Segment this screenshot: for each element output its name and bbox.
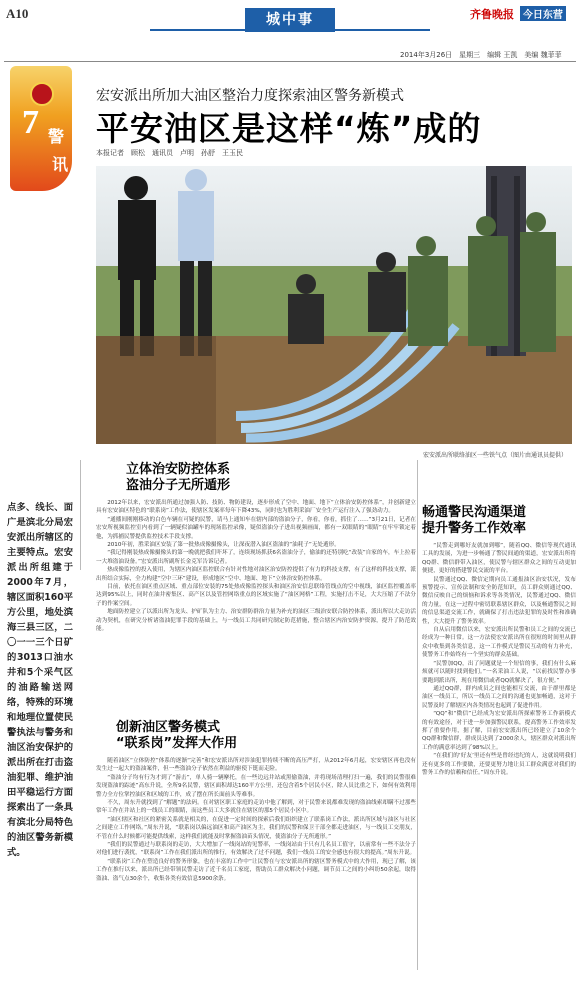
article-byline: 本报记者 顾松 通讯员 卢明 孙舒 王玉民 xyxy=(96,149,243,157)
section-2-paragraph: “油区辖区和社区的紧密关系就是相关的，在促进一定时间的探索后我们组织建立了联系岗工作法，派出所区域与油区与社区之间建立工作网络。”周东升说，“联系岗以偏远油区和高产油区为主，我们的民警和保卫干部全都走进油区，与一线员工交朋友，不管在什么时候都可能提供线索，这样我们就能及时掌握盗油苗头情况，使盗油分子无所遁形。” xyxy=(96,816,416,840)
paper-name: 齐鲁晚报 xyxy=(470,8,514,21)
badge-text-2: 讯 xyxy=(52,155,69,174)
section-3-title-1: 畅通警民沟通渠道 xyxy=(422,505,527,520)
article-kicker: 宏安派出所加大油区整治力度探索油区警务新模式 xyxy=(96,88,404,104)
section-3-title-2: 提升警务工作效率 xyxy=(422,521,527,536)
masthead xyxy=(470,6,566,22)
column-rule xyxy=(417,460,418,970)
section-3-paragraph: 民警通过QQ、微信定期向员工通报油区治安状况，发布预警提示、宣传法制和安全防范知识，员工群众则通过QQ、微信反映自己的烦恼和诉求等各类情况，民警通过QQ、微信的力量，在这一过程中密切联系辖区群众，以及畅通警民之间的信息渠道交流工作，就确保了打击违法犯罪的及时性和准确性，大大提升了警务效率。 xyxy=(422,576,576,625)
left-column-rule xyxy=(80,460,81,570)
paper-sub: 今日东营 xyxy=(520,6,566,21)
section-3-paragraph: “民警加QQ，出了问题就是一个短信的事，我们有什么麻烦就可以随时找到他们。”一名采油工人说，“以前找民警办事要跑到派出所，现在用微信或者QQ就解决了，很方便。” xyxy=(422,660,576,684)
section-3-paragraph: “在我们的‘好友’里还有些是曾经违纪的人，这就说明我们还有更多的工作要做，还要更努力地让员工群众满意对我们的警务工作的信赖和信任。”周东升说。 xyxy=(422,753,576,776)
section-2-paragraph: 不久，周东升就找到了“解题”的法码。在对辖区职工家庭的走访中他了解到，对于民警来说都难发现的盗油线索却瞒不过那些常年工作在井站上的一线员工的眼睛，而这些员工大多就住在辖区的那5个居民小区中。 xyxy=(96,800,416,815)
photo-illustration xyxy=(96,166,572,444)
page-number: A10 xyxy=(6,6,29,21)
section-3 xyxy=(422,505,576,777)
section-2-title-1: 创新油区警务模式 xyxy=(116,720,221,735)
section-2-title-2: “联系岗”发挥大作用 xyxy=(116,736,238,751)
section-1-paragraph: “通播间刚刚移动的白色车辆在可疑的民警，请马上通知车在辖内部的盗油分子，你看，你看，抓住了……”3月21日，记者在宏安所视频监控室内看到了一辆疑似油罐车的现场监控录像，疑似盗油分子进出视频画面，都有一双眼睛的“眼睛”在牢牢锁定着他，为抓捕民警提供监控技术手段支撑。 xyxy=(96,516,416,540)
article-photo xyxy=(96,166,572,444)
section-1-paragraph: 热成像监控的投入使用，为辖区内油区监控联合有针对性地对油区治安防控提供了有力的科技支撑，有了这样的科技支撑，派出所结合实际，全力构建“空中三环”建设，形成地区“空中、地面、地下”立体治安防控体系。 xyxy=(96,567,416,582)
section-1-title-1: 立体治安防控体系 xyxy=(126,462,231,477)
badge-number: 7 xyxy=(22,104,39,141)
section-3-paragraph: 通过QQ群，群内成员之间也能相互交流，由于群里都是油区一线员工，所以一线员工之间的沟通也更加畅通，这对于民警及时了解辖区内各类情况也起到了促进作用。 xyxy=(422,685,576,709)
lead-paragraph: 点多、线长、面广是滨北分局宏安派出所辖区的主要特点。宏安派出所组建于2000年7月，辖区面积160平方公里，地处滨海三县三区，二〇一一三个日矿的3013口油水井和5个采气区的油路输送网络，特殊的环境和地理位置使民警执法与警务和油区治安保护的派出所在打击盗油犯罪、维护油田平稳运行方面探索出了一条具有滨北分局特色的油区警务新模式。 xyxy=(7,502,73,858)
section-2-paragraph: “我们的民警通过与联系岗的走访，大大增加了一线岗站的见警率，一线岗站由于只有几名员工值守，以前常有一些不法分子对他们进行袭扰，“联系岗”工作在我们派出所的推行，有效解决了过不问题，我们一线员工的安全感也有很大的提高。”周东升说。 xyxy=(96,842,416,857)
section-1-paragraph: 地面防控建立了以派出所为龙头、护矿队为主力、治安群防群治力量为补充的油区三级治安联合防控体系，派出所以大走访活动为契机，在研究分析诸盗油犯罪手段的基础上，与一线员工共同研究制定防范措施，整合辖区内治安防护资源，提升了防范效能。 xyxy=(96,609,416,633)
badge-text-1: 警 xyxy=(48,127,65,146)
section-label: 城中事 xyxy=(245,8,335,32)
section-1 xyxy=(96,462,416,634)
article-headline: 平安油区是这样“炼”成的 xyxy=(96,109,482,148)
header-rule xyxy=(4,61,576,62)
section-2-paragraph: “联系岗”工作在塑造良好的警务形象，也在丰富的工作中“让民警在与宏安派出所的辖区警务模式中的大作用，现已了解，该工作在推行以来，派出所已经带领民警走访了近千名员工家庭，帮助员工群众解决小问题，调节员工之间的小纠纷50余起，取得盗油、盗气点30余个，收集各类有效信息5900余条。 xyxy=(96,858,416,882)
section-2-paragraph: 随着油区“立体防控”体系的逐渐“完善”和宏安派出所对涉油犯罪持续不断的高压严打，从2012年6月起，宏安辖区再也没有发生过一起大的盗油案件，但一些盗油分子依然在利益的驱使下铤而走险。 xyxy=(96,758,416,773)
section-3-paragraph: “民警走到哪好友就加到哪”，随着QQ、微信等现代通讯工具的发展，为进一步畅通了警民间通的渠道，宏安派出所将QQ群、微信群带入油区，使民警与辖区群众之间的互动更加便捷，更好的搭建警民交流的平台。 xyxy=(422,543,576,575)
section-2 xyxy=(96,720,416,883)
section-2-paragraph: “盗油分子均有行为才到了“游击”，单人骑一辆摩托，在一些边远井站或黑偷盗油，并将现场清理打扫一遍，我们的民警很难发现盗油的踪迹”高东升说，全所9名民警，辖区面积却达160平方公里，还包含着5个居民小区，除人员比重之下，如何有效利用警力全方位掌控油区和区域的工作，成了摆在所长面前头等难事。 xyxy=(96,774,416,798)
section-1-paragraph: “我记得刚装热成像摄像头的第一晚就把我们吓坏了，连续现场抓获6名盗油分子，偷油的还特别吃“改装”自家的车，车上拉着一大堆盗油设备。”宏安派出所副所长金克军告诉记者。 xyxy=(96,550,416,565)
section-1-paragraph: 2010年初，胜采油区安装了第一批热成像摄像头，让深夜潜入油区盗油的“油耗子”无处遁形。 xyxy=(107,542,340,549)
section-3-paragraph: “QQ”和“微信”已经成为宏安派出所探索警务工作新模式的有效途径，对于进一步加强警民联系，提高警务工作效率发挥了重要作用，据了解，目前宏安派出所已经建立了10余个QQ群和微信群，群成员达到了2000余人，辖区群众对派出所工作的满意率达到了98%以上。 xyxy=(422,711,576,751)
photo-caption: 宏安派出所联络油区一些铁气点（图片由通讯员提供） xyxy=(423,452,568,459)
section-1-paragraph: 目前，依托在油区重点区域、重点部位安装的75处热成像监控探头和油区治安信息联络管线点的空中视线，油区监控覆盖率达到95%以上，同时在油井密集区、高产区以及管控网络重点的区域实施了“油区网格”工程，实施打击不足，大大压缩了不法分子的作案空间。 xyxy=(96,584,416,607)
date-line: 2014年3月26日 星期三 编辑 王凯 美编 魏菲菲 xyxy=(400,51,569,59)
section-1-title-2: 盗油分子无所遁形 xyxy=(126,478,231,493)
section-1-paragraph: 2012年以来，宏安派出所通过加强人防、技防、物防建设，逐步形成了空中、地面、地下“立体治安防控体系”，并创新建立具有宏安油区特色的“联系岗”工作法，使辖区发案率每年下降43%，同时也为胜利采油厂安全生产运行注入了强劲动力。 xyxy=(96,500,416,515)
police-emblem-icon xyxy=(30,82,54,106)
section-3-paragraph: 自从启用微信以来，宏安派出所民警和员工之间的交流已经成为一种日常。这一方法使宏安派出所在很短的时间里从群众中收集到各类信息，这一工作模式是警民互动的有力补充，使警务工作始终有一个坚实的群众基础。 xyxy=(422,627,576,659)
